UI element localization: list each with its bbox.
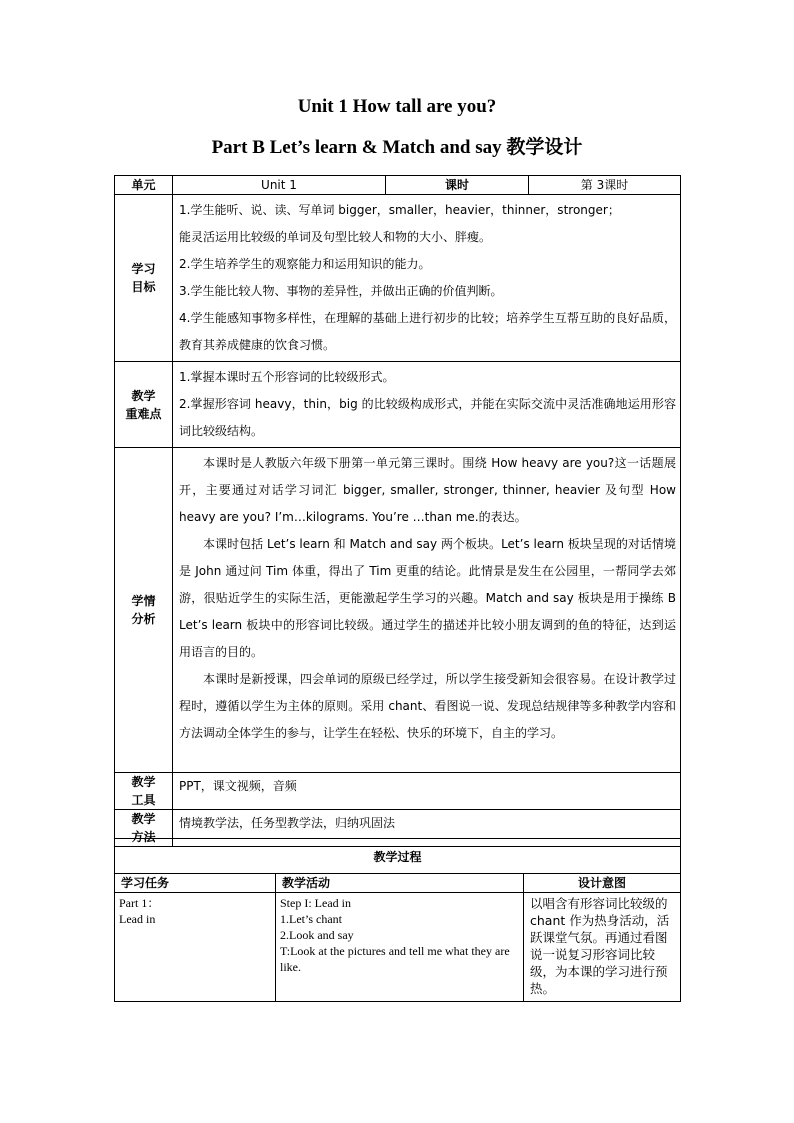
intent-column-header: 设计意图 [524,874,681,893]
process-title: 教学过程 [115,839,681,874]
key-points-content [173,362,681,448]
document-title: Unit 1 How tall are you? [297,96,497,117]
analysis-label-line2: 分析 [131,612,156,626]
process-header-row [115,874,681,893]
analysis-paragraph: 本课时包括 Let’s learn 和 Match and say 两个板块。Let’s learn 板块呈现的对话情境是 John 通过问 Tim 体重，得出了 Tim 更重的结论。此情景是发生在公园里，一帮同学去郊游，很贴近学生的实际生活，更能激起学生学习的兴趣。Match and say 板块是用于操练 B Let’s learn 板块中的形容词比较级。通过学生的描述并比较小朋友调到的鱼的特征，达到运用语言的目的。 [179,537,676,659]
activity-line: T:Look at the pictures and tell me what they are like. [280,944,510,974]
task-subname: Lead in [119,912,156,926]
analysis-paragraph: 本课时是新授课，四会单词的原级已经学过，所以学生接受新知会很容易。在设计教学过程时，遵循以学生为主体的原则。采用 chant、看图说一说、发现总结规律等多种教学内容和方法调动全体学生的参与，让学生在轻松、快乐的环境下，自主的学习。 [179,672,676,740]
unit-value: Unit 1 [173,176,386,195]
intent-cell: 以唱含有形容词比较级的 chant 作为热身活动，活跃课堂气氛。再通过看图说一说复习形容词比较级，为本课的学习进行预热。 [524,893,681,1002]
objective-item: 1.学生能听、说、读、写单词 bigger，smaller，heavier，thinner，stronger； [179,203,620,217]
analysis-label [115,448,173,773]
header-row [115,176,681,195]
teaching-process-table [114,838,681,1002]
objective-item: 能灵活运用比较级的单词及句型比较人和物的大小、胖瘦。 [179,230,492,244]
key-points-row [115,362,681,448]
tools-label [115,773,173,810]
task-name: Part 1： [119,896,160,910]
objective-item: 4.学生能感知事物多样性，在理解的基础上进行初步的比较；培养学生互帮互助的良好品质，教育其养成健康的饮食习惯。 [179,311,676,352]
unit-label: 单元 [115,176,173,195]
objective-item: 2.学生培养学生的观察能力和运用知识的能力。 [179,257,431,271]
tools-label-line1: 教学 [131,775,156,789]
key-points-label-line2: 重难点 [125,406,162,421]
task-column-header: 学习任务 [115,874,276,893]
objectives-row [115,195,681,362]
objectives-label-line1: 学习 [131,262,156,276]
activity-column-header: 教学活动 [276,874,524,893]
task-cell [115,893,276,1002]
methods-value: 情境教学法，任务型教学法，归纳巩固法 [179,816,396,830]
period-label: 课时 [386,176,529,195]
analysis-row [115,448,681,773]
analysis-content [173,448,681,773]
activity-line: 1.Let’s chant [280,912,342,926]
activity-line: 2.Look and say [280,928,354,942]
analysis-paragraph: 本课时是人教版六年级下册第一单元第三课时。围绕 How heavy are you?这一话题展开，主要通过对话学习词汇 bigger, smaller, stronger, thinner, heavier 及句型 How heavy are you? I’m…kilograms. You’re …than me.的表达。 [179,456,676,524]
methods-label-line1: 教学 [131,812,156,826]
key-points-label-line1: 教学 [131,388,156,403]
analysis-label-line1: 学情 [131,594,156,608]
tools-content [173,773,681,810]
key-point-item: 2.掌握形容词 heavy，thin，big 的比较级构成形式，并能在实际交流中灵活准确地运用形容词比较级结构。 [179,397,676,438]
process-title-row [115,839,681,874]
tools-value: PPT，课文视频，音频 [179,779,297,793]
process-row-lead-in [115,893,681,1002]
objectives-label [115,195,173,362]
activity-cell [276,893,524,1002]
objectives-content [173,195,681,362]
activity-line: Step I: Lead in [280,896,351,910]
key-point-item: 1.掌握本课时五个形容词的比较级形式。 [179,370,395,384]
objective-item: 3.学生能比较人物、事物的差异性，并做出正确的价值判断。 [179,284,503,298]
document-subtitle: Part B Let’s learn & Match and say 教学设计 [211,137,583,158]
objectives-label-line2: 目标 [131,280,156,294]
methods-label-line2: 方法 [131,830,156,844]
lesson-info-table [114,175,681,847]
tools-row [115,773,681,810]
period-value: 第 3课时 [529,176,681,195]
tools-label-line2: 工具 [131,793,156,807]
key-points-label [115,362,173,448]
